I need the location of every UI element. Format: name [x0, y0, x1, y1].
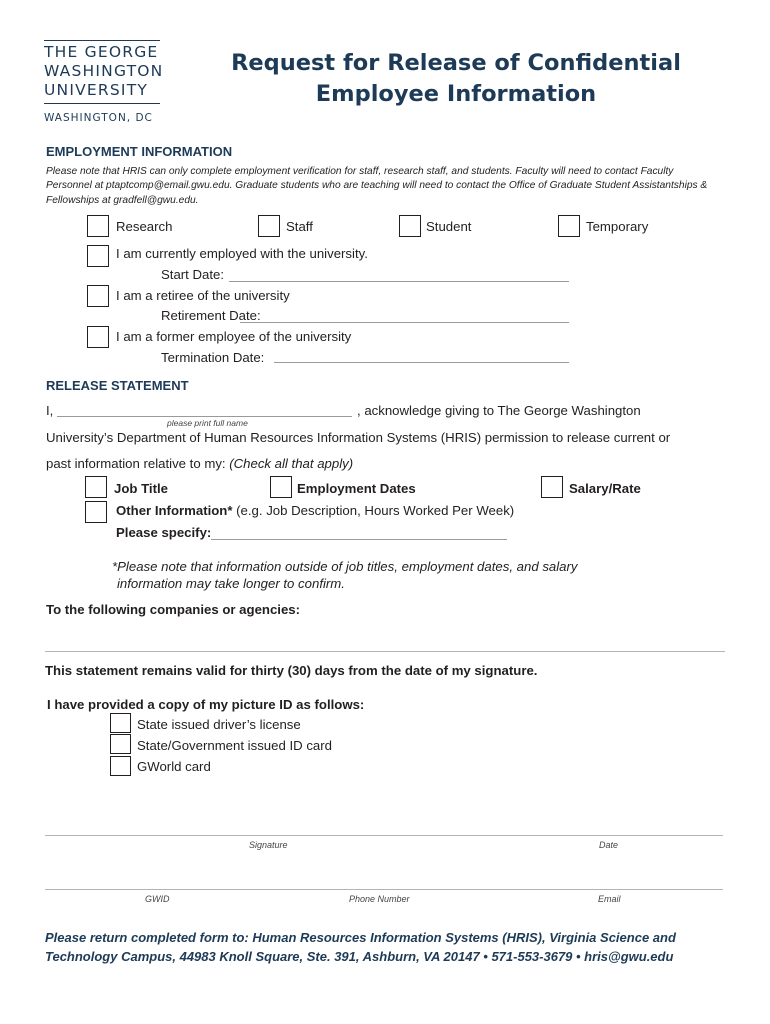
- signature-date-line[interactable]: [45, 835, 723, 836]
- employment-dates-checkbox[interactable]: [270, 476, 292, 498]
- student-label: Student: [426, 219, 472, 234]
- currently-employed-checkbox[interactable]: [87, 245, 109, 267]
- logo-line-1: THE GEORGE: [44, 43, 159, 61]
- release-i-label: I,: [46, 403, 54, 418]
- salary-rate-checkbox[interactable]: [541, 476, 563, 498]
- other-information-bold: Other Information*: [116, 503, 233, 518]
- start-date-field[interactable]: [229, 281, 569, 282]
- full-name-field[interactable]: [57, 416, 352, 417]
- student-checkbox[interactable]: [399, 215, 421, 237]
- phone-caption: Phone Number: [349, 894, 410, 904]
- retiree-checkbox[interactable]: [87, 285, 109, 307]
- termination-date-field[interactable]: [274, 362, 569, 363]
- employment-dates-label: Employment Dates: [297, 481, 416, 496]
- logo-location: WASHINGTON, DC: [44, 112, 153, 124]
- retiree-label: I am a retiree of the university: [116, 288, 290, 303]
- staff-label: Staff: [286, 219, 313, 234]
- form-title: [200, 48, 712, 110]
- job-title-checkbox[interactable]: [85, 476, 107, 498]
- salary-rate-label: Salary/Rate: [569, 481, 641, 496]
- return-line-1: Please return completed form to: Human Resources Information Systems (HRIS), Virginia Science and: [45, 930, 676, 945]
- release-line-3-text: past information relative to my:: [46, 456, 230, 471]
- acknowledge-text: , acknowledge giving to The George Washington: [357, 403, 641, 418]
- gworld-card-checkbox[interactable]: [110, 756, 131, 776]
- retirement-date-field[interactable]: [240, 322, 569, 323]
- release-line-2: University’s Department of Human Resources Information Systems (HRIS) permission to release current or: [46, 430, 671, 445]
- picture-id-label: I have provided a copy of my picture ID as follows:: [47, 697, 365, 712]
- logo-top-rule: [44, 40, 160, 41]
- start-date-label: Start Date:: [161, 267, 225, 282]
- logo-line-2: WASHINGTON: [44, 62, 164, 80]
- currently-employed-label: I am currently employed with the university.: [116, 246, 368, 261]
- title-line-2: Employee Information: [315, 81, 597, 107]
- gworld-card-label: GWorld card: [137, 759, 211, 774]
- other-information-example: (e.g. Job Description, Hours Worked Per Week): [232, 503, 515, 518]
- temporary-label: Temporary: [586, 219, 649, 234]
- government-id-label: State/Government issued ID card: [137, 738, 332, 753]
- employment-note: Please note that HRIS can only complete employment verification for staff, research staff, and students. Faculty will need to contact Faculty Personnel at ptaptcomp@email.gwu.edu. Graduate students who are teaching will need to contact the Office of Graduate Student Assistantships & Fellowships at gradfell@gwu.edu.: [46, 166, 708, 206]
- companies-field[interactable]: [45, 651, 725, 652]
- asterisk-note-line-1: *Please note that information outside of job titles, employment dates, and salary: [112, 559, 578, 574]
- email-caption: Email: [598, 894, 621, 904]
- university-logo: [44, 40, 164, 124]
- drivers-license-label: State issued driver’s license: [137, 717, 301, 732]
- government-id-checkbox[interactable]: [110, 734, 131, 754]
- contact-line[interactable]: [45, 889, 723, 890]
- drivers-license-checkbox[interactable]: [110, 713, 131, 733]
- valid-statement: This statement remains valid for thirty (30) days from the date of my signature.: [45, 663, 538, 678]
- temporary-checkbox[interactable]: [558, 215, 580, 237]
- companies-label: To the following companies or agencies:: [46, 602, 301, 617]
- employment-heading: EMPLOYMENT INFORMATION: [46, 144, 233, 159]
- other-information-checkbox[interactable]: [85, 501, 107, 523]
- check-all-hint: (Check all that apply): [229, 456, 354, 471]
- please-specify-label: Please specify:: [116, 525, 212, 540]
- staff-checkbox[interactable]: [258, 215, 280, 237]
- job-title-label: Job Title: [114, 481, 168, 496]
- termination-date-label: Termination Date:: [161, 350, 265, 365]
- former-employee-checkbox[interactable]: [87, 326, 109, 348]
- please-specify-field[interactable]: [211, 539, 507, 540]
- asterisk-note-line-2: information may take longer to confirm.: [117, 576, 345, 591]
- release-line-3: [46, 456, 353, 471]
- return-line-2: Technology Campus, 44983 Knoll Square, Ste. 391, Ashburn, VA 20147 • 571-553-3679 • hris@gwu.edu: [45, 948, 674, 964]
- gwid-caption: GWID: [145, 894, 170, 904]
- title-line-1: Request for Release of Confidential: [231, 50, 681, 76]
- date-caption: Date: [599, 840, 619, 850]
- retirement-date-label: Retirement Date:: [161, 308, 261, 323]
- logo-bottom-rule: [44, 103, 160, 104]
- return-instructions: [45, 929, 745, 966]
- signature-caption: Signature: [249, 840, 288, 850]
- other-information-label: [116, 503, 514, 518]
- release-heading: RELEASE STATEMENT: [46, 378, 189, 393]
- logo-line-3: UNIVERSITY: [44, 81, 149, 99]
- print-name-hint: please print full name: [167, 418, 248, 428]
- former-employee-label: I am a former employee of the university: [116, 329, 352, 344]
- research-checkbox[interactable]: [87, 215, 109, 237]
- research-label: Research: [116, 219, 173, 234]
